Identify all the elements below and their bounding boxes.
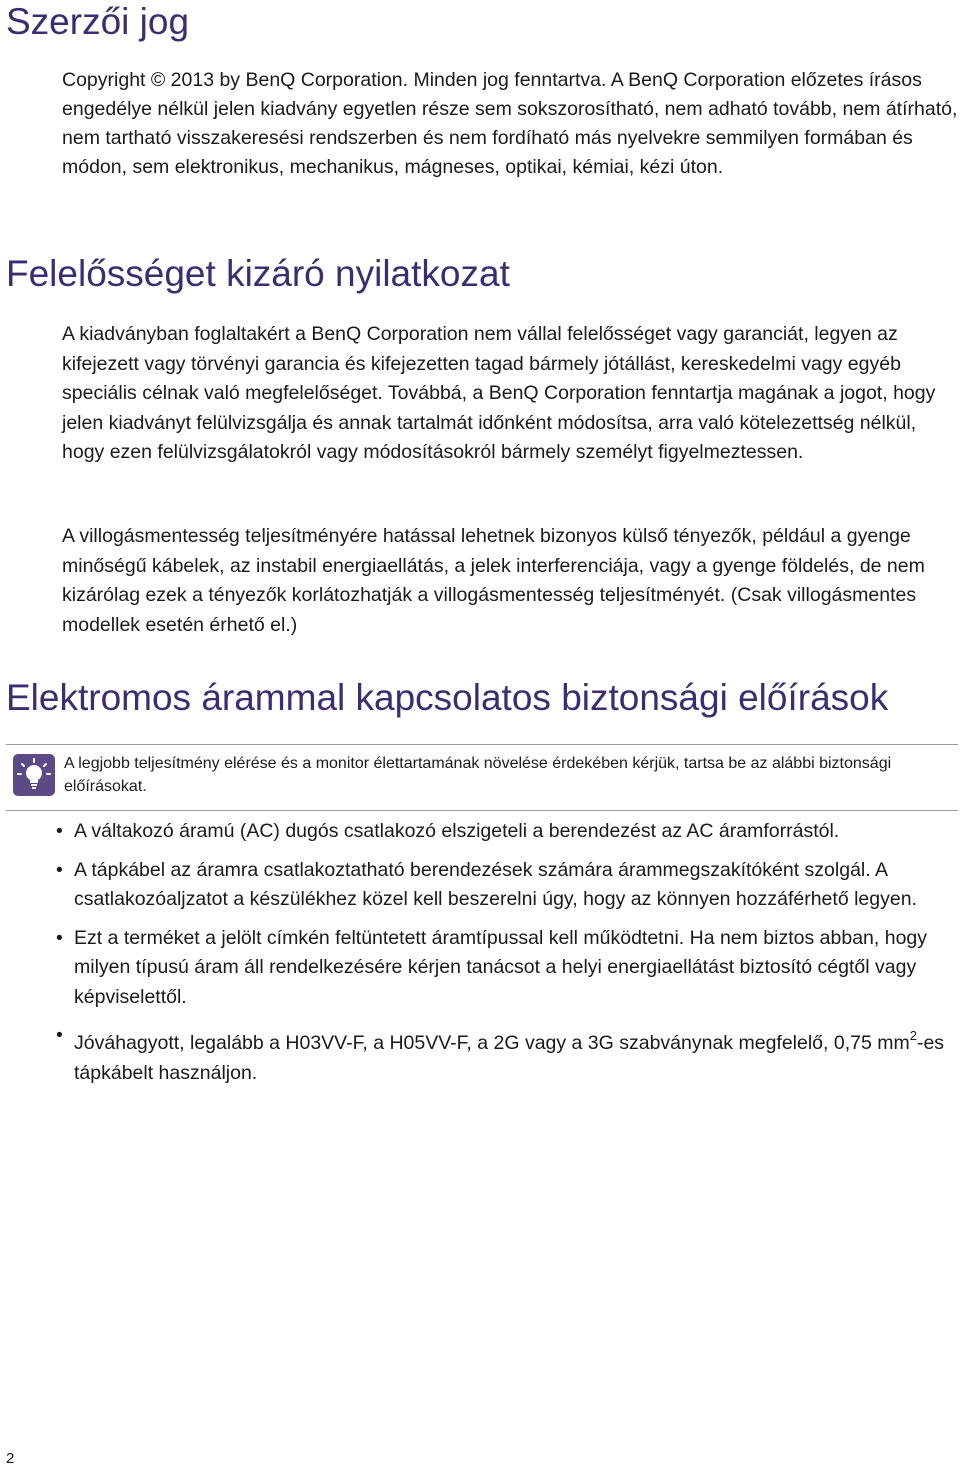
list-item-text: Ezt a terméket a jelölt címkén feltüntetett áramtípussal kell működtetni. Ha nem biztos abban, hogy milyen típusú áram áll rendelkezésére kérjen tanácsot a helyi energiaellátást biztosító cégtől vagy képviselettől. xyxy=(74,926,928,1008)
bullet-icon: • xyxy=(56,1024,63,1046)
list-item xyxy=(56,1021,958,1088)
list-item xyxy=(56,924,958,1013)
page-number: 2 xyxy=(6,1450,15,1467)
list-item xyxy=(56,856,958,915)
bullet-icon: • xyxy=(56,926,63,949)
superscript: 2 xyxy=(909,1028,917,1043)
bullet-icon: • xyxy=(56,820,63,842)
list-item-text-before: Jóváhagyott, legalább a H03VV-F, a H05VV-F, a 2G vagy a 3G szabványnak megfelelő, 0,75 mm xyxy=(74,1032,910,1054)
disclaimer-paragraph-1: A kiadványban foglaltakért a BenQ Corporation nem vállal felelősséget vagy garanciát, legyen az kifejezett vagy törvényi garancia és kifejezetten tagad bármely jótállást, kereskedelmi vagy egyéb speciális célnak való megfelelőséget. Továbbá, a BenQ Corporation fenntartja magának a jogot, hogy jelen kiadványt felülvizsgálja és annak tartalmát időnként módosítsa, arra való kötelezettség nélkül, hogy ezen felülvizsgálatokról vagy módosításokról bármely személyt figyelmeztessen. xyxy=(62,323,936,463)
tip-top-divider xyxy=(6,744,958,745)
disclaimer-paragraph-2: A villogásmentesség teljesítményére hatással lehetnek bizonyos külső tényezők, például a gyenge minőségű kábelek, az instabil energiaellátás, a jelek interferenciája, vagy a gyenge földelés, de nem kizárólag ezek a tényezők korlátozhatják a villogásmentesség teljesítményét. (Csak villogásmentes modellek esetén érhető el.) xyxy=(62,525,925,636)
list-item xyxy=(56,817,958,847)
list-item-text: A tápkábel az áramra csatlakoztatható berendezések számára árammegszakítóként szolgál. A csatlakozóaljzatot a készülékhez közel kell beszerelni úgy, hogy az könnyen hozzáférhető legyen. xyxy=(74,858,917,910)
safety-tip-text: A legjobb teljesítmény elérése és a monitor élettartamának növelése érdekében kérjük, tartsa be az alábbi biztonsági előírásokat. xyxy=(64,755,892,795)
copyright-heading: Szerzői jog xyxy=(6,1,190,42)
safety-bullet-list xyxy=(56,817,958,1097)
electrical-safety-heading: Elektromos árammal kapcsolatos biztonsági előírások xyxy=(6,677,889,718)
lightbulb-icon xyxy=(13,754,55,796)
list-item-text: A váltakozó áramú (AC) dugós csatlakozó elszigeteli a berendezést az AC áramforrástól. xyxy=(74,820,840,842)
copyright-paragraph: Copyright © 2013 by BenQ Corporation. Minden jog fenntartva. A BenQ Corporation előzetes írásos engedélye nélkül jelen kiadvány egyetlen része sem sokszorosítható, nem adható tovább, nem átírható, nem tartható visszakeresési rendszerben és nem fordíható más nyelvekre semmilyen formában és módon, sem elektronikus, mechanikus, mágneses, optikai, kémiai, kézi úton. xyxy=(62,69,958,178)
disclaimer-heading: Felelősséget kizáró nyilatkozat xyxy=(6,253,510,294)
tip-bottom-divider xyxy=(6,810,958,811)
list-item-text-after: -es tápkábelt használjon. xyxy=(74,1032,945,1084)
bullet-icon: • xyxy=(56,858,63,881)
